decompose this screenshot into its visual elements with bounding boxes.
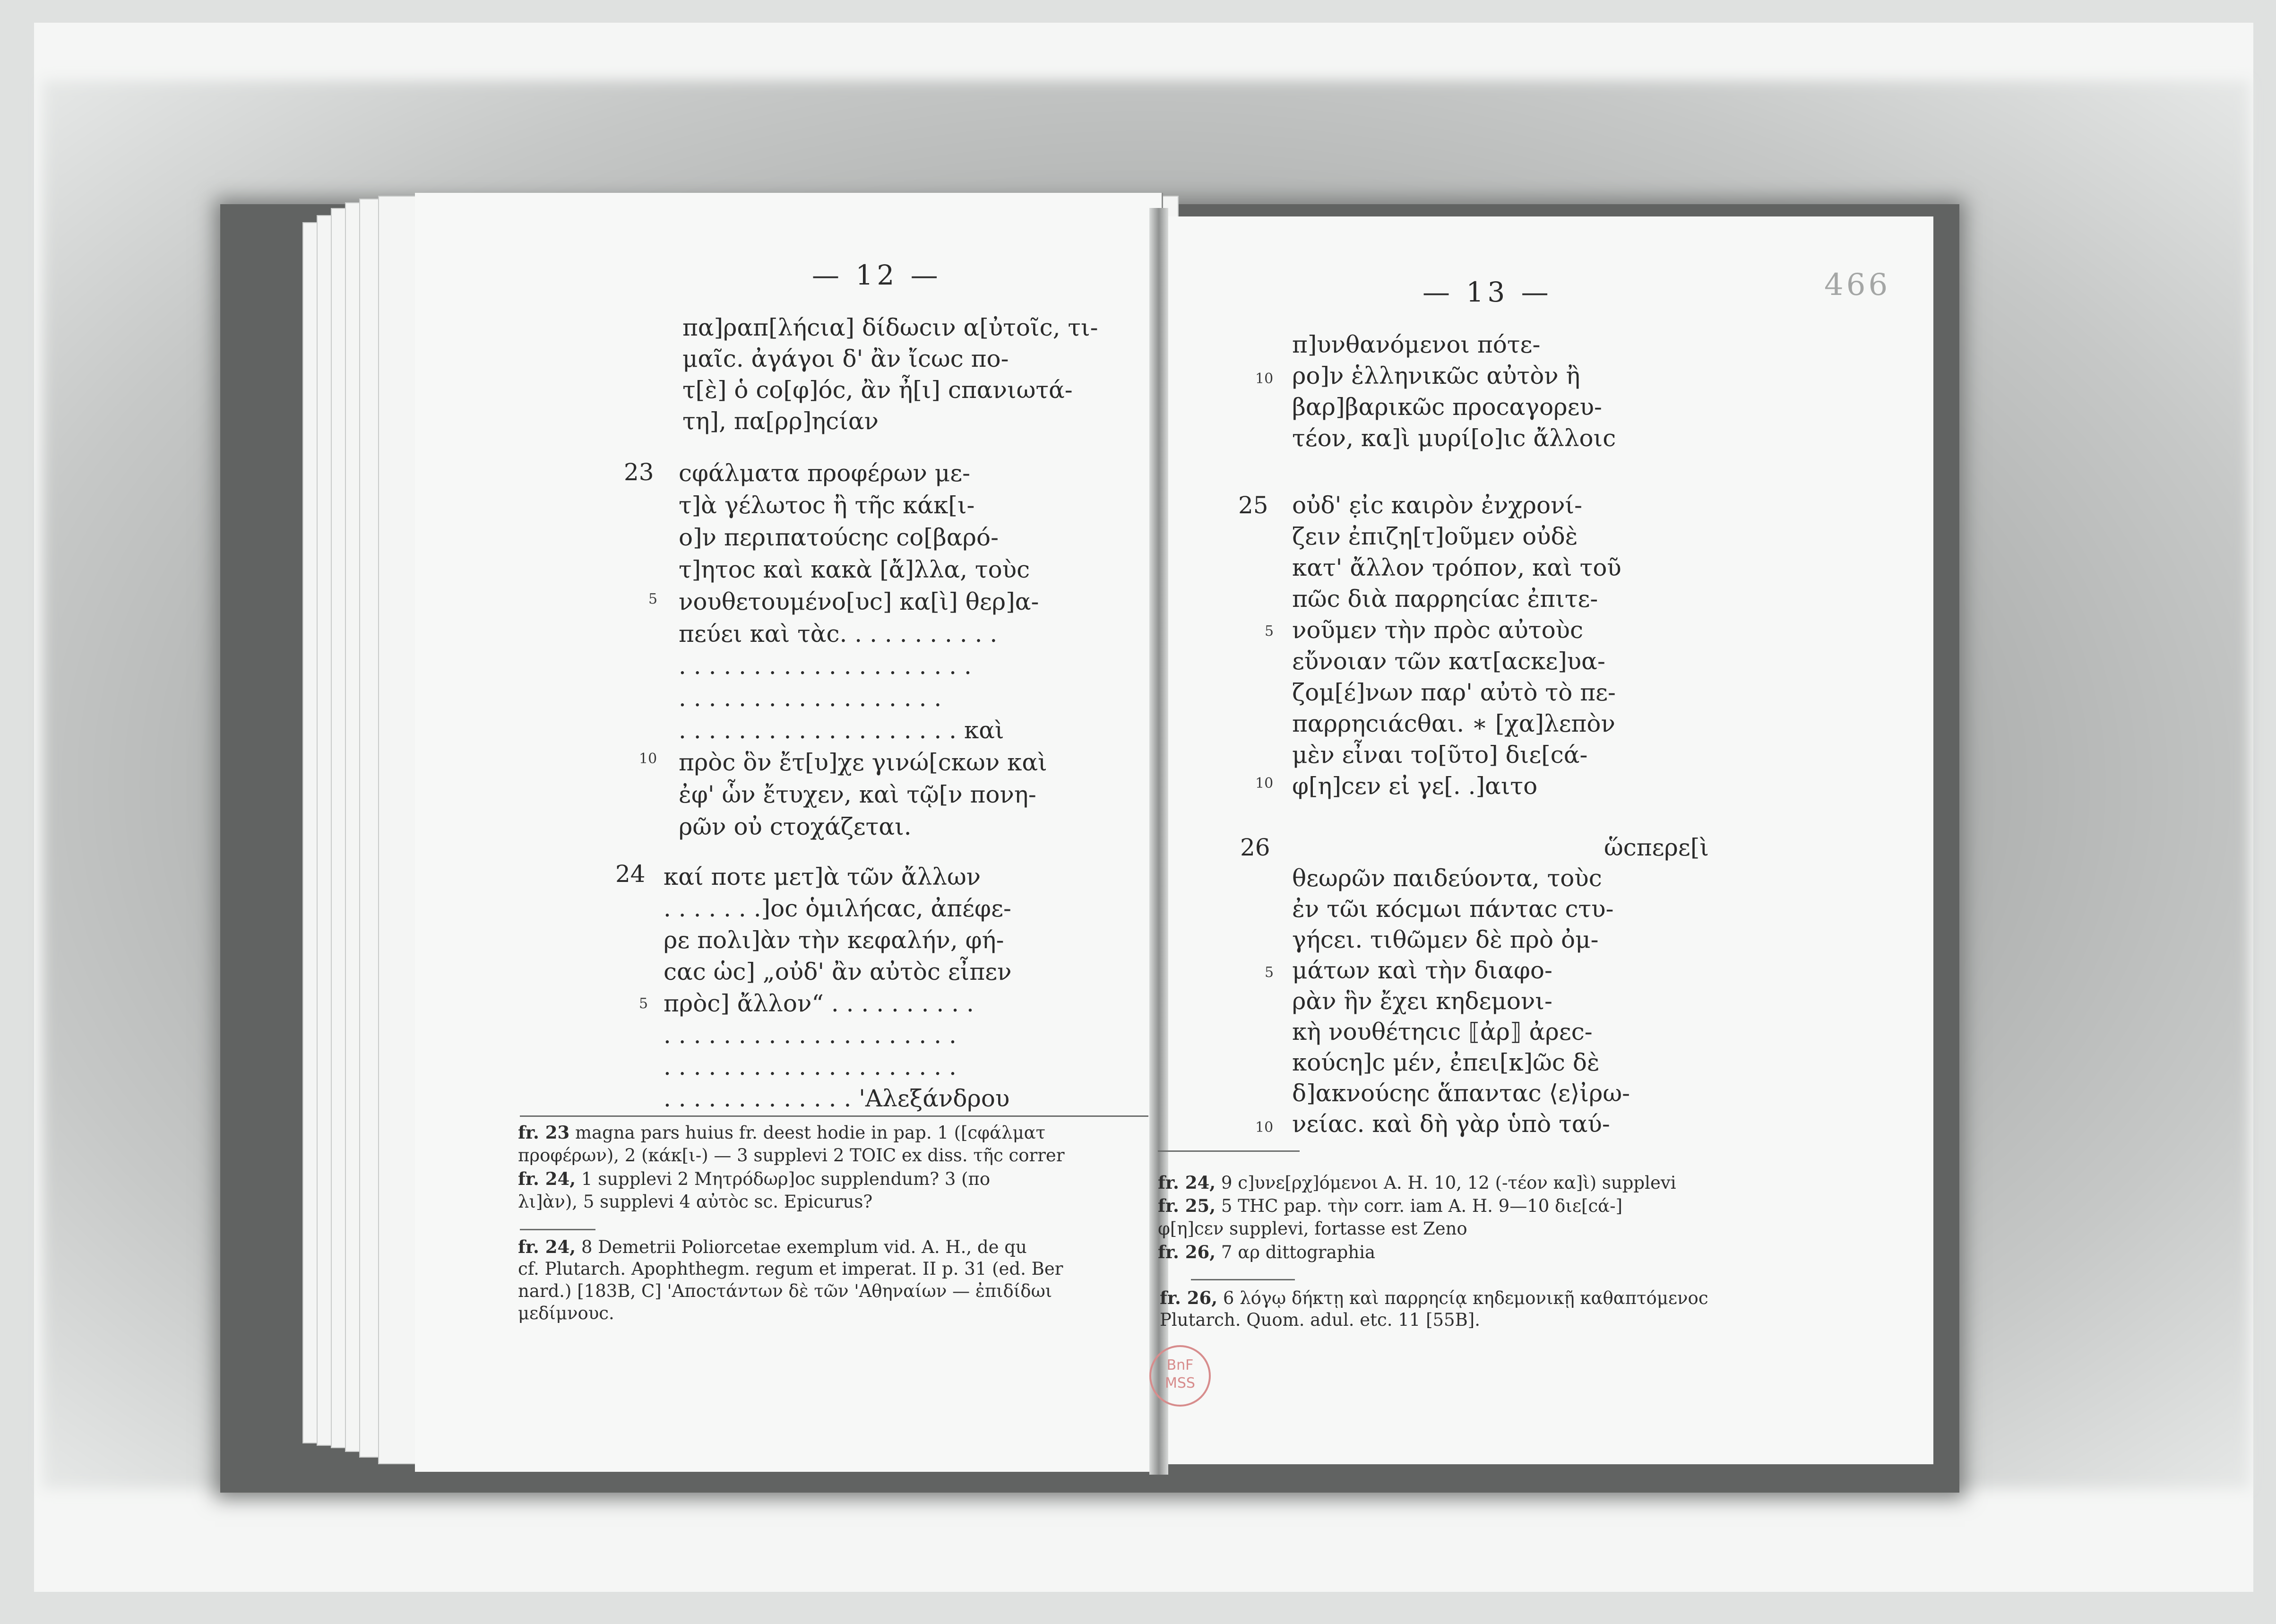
line-number: 10 [1255, 371, 1274, 387]
text-line: κατ' ἄλλον τρόπον, καὶ τοῦ [1292, 554, 1621, 581]
text-line: τ]ὰ γέλωτοc ἢ τῆc κάκ[ι- [679, 492, 975, 519]
footnote-text: 6 λόγῳ δήκτῃ καὶ παρρηcίᾳ κηδεμονικῇ καθαπτόμενοc [1217, 1288, 1708, 1308]
text-line: πρὸc ὃν ἔτ[υ]χε γινώ[cκων καὶ [679, 749, 1047, 776]
text-line: cφάλματα προφέρων με- [679, 459, 971, 487]
archive-number: 466 [1824, 268, 1891, 302]
text-line: γήcει. τιθῶμεν δὲ πρὸ ὀμ- [1292, 926, 1599, 953]
footnote-text: λι]ὰν), 5 supplevi 4 αὐτὸc sc. Epicurus? [518, 1192, 873, 1212]
line-number: 5 [648, 591, 658, 607]
text-line: πρὸc] ἄλλον“ . . . . . . . . . . [664, 990, 974, 1017]
stamp-line: MSS [1165, 1375, 1195, 1391]
text-line: ζειν ἐπιζη[τ]οῦμεν οὐδὲ [1292, 523, 1578, 550]
fragment-number: 23 [624, 458, 654, 486]
line-number: 10 [1255, 775, 1274, 792]
footnote-line [518, 1259, 1063, 1279]
text-line: ο]ν περιπατούcηc co[βαρό- [679, 524, 999, 551]
fragment-number: 25 [1238, 492, 1268, 519]
stamp-line: BnF [1166, 1357, 1194, 1373]
text-line: ἐν τῶι κόcμωι πάνταc cτυ- [1292, 895, 1614, 923]
fragment-number: 24 [615, 860, 646, 888]
text-line: cαc ὡc] „οὐδ' ἂν αὐτὸc εἶπεν [664, 958, 1012, 985]
footnote-ref: fr. 24, [518, 1168, 576, 1189]
footnote-line [1158, 1218, 1467, 1239]
text-line: ρο]ν ἑλληνικῶc αὐτὸν ἢ [1292, 362, 1580, 389]
footnote-text: 1 supplevi 2 Μητρόδωρ]οc supplendum? 3 (πο [576, 1169, 991, 1189]
text-line: πῶc διὰ παρρηcίαc ἐπιτε- [1292, 585, 1598, 613]
library-stamp [1149, 1345, 1211, 1407]
footnote-text: magna pars huius fr. deest hodie in pap. 1 ([cφάλματ [569, 1123, 1046, 1143]
right-page-number: — 13 — [1422, 276, 1552, 308]
book-gutter [1149, 208, 1168, 1475]
text-line: . . . . . . . . . . . . . . . . . . . καὶ [679, 717, 1004, 744]
footnote-ref: fr. 23 [518, 1122, 570, 1143]
footnote-rule [520, 1229, 595, 1230]
footnote-text: φ[η]cεν supplevi, fortasse est Zeno [1158, 1218, 1467, 1239]
text-line: μάτων καὶ τὴν διαφο- [1292, 957, 1552, 984]
footnote-line [518, 1281, 1052, 1301]
text-line: ζομ[έ]νων παρ' αὐτὸ τὸ πε- [1292, 679, 1616, 706]
text-line: ρὰν ἣν ἔχει κηδεμονι- [1292, 987, 1552, 1015]
footnote-ref: fr. 24, [1158, 1172, 1216, 1193]
line-number: 10 [1255, 1119, 1274, 1136]
footnote-ref: fr. 24, [518, 1236, 576, 1257]
text-line: . . . . . . . . . . . . . . . . . . . . [664, 1021, 957, 1049]
text-line: τη], πα[ρρ]ηcίαν [682, 407, 879, 435]
footnote-text: προφέρων), 2 (κάκ[ι-) — 3 supplevi 2 TOIC ex diss. τῆc correr [518, 1145, 1065, 1166]
text-line: ὥcπερε[ὶ [1604, 834, 1709, 861]
footnote-line [1158, 1195, 1622, 1216]
footnote-line [518, 1192, 872, 1212]
footnote-text: 5 THC pap. τὴν corr. iam A. H. 9—10 διε[cά-] [1216, 1196, 1623, 1216]
text-line: τ[ὲ] ὁ co[φ]όc, ἂν ἦ[ι] cπανιωτά- [682, 376, 1073, 404]
footnote-ref: fr. 26, [1160, 1287, 1218, 1308]
footnote-line [518, 1236, 1027, 1257]
footnote-ref: fr. 25, [1158, 1195, 1216, 1216]
footnote-line [518, 1145, 1065, 1166]
footnote-rule [1191, 1279, 1295, 1280]
text-line: . . . . . . .]οc ὁμιλήcαc, ἀπέφε- [664, 895, 1011, 922]
text-line: νείαc. καὶ δὴ γὰρ ὑπὸ ταύ- [1292, 1110, 1610, 1138]
footnote-line [1158, 1242, 1375, 1262]
footnote-line [1160, 1287, 1708, 1308]
footnote-line [518, 1303, 614, 1323]
text-line: ρε πολι]ὰν τὴν κεφαλήν, φή- [664, 926, 1004, 954]
text-line: μαῖc. ἀγάγοι δ' ἂν ἴcωc πο- [682, 345, 1009, 372]
text-line: ἐφ' ὧν ἔτυχεν, καὶ τῷ[ν πονη- [679, 781, 1036, 808]
text-line: νουθετουμένο[υc] κα[ὶ] θερ]α- [679, 588, 1039, 615]
text-line: . . . . . . . . . . . . . 'Αλεξάνδρου [664, 1085, 1010, 1112]
text-line: νοῦμεν τὴν πρὸc αὐτοὺc [1292, 616, 1584, 644]
text-line: πα]ραπ[λήcια] δίδωcιν α[ὐτοῖc, τι- [682, 314, 1098, 341]
footnote-text: nard.) [183B, C] 'Αποcτάντων δὲ τῶν 'Αθηναίων — ἐπιδίδωι [518, 1281, 1052, 1301]
text-line: . . . . . . . . . . . . . . . . . . . . [679, 652, 972, 680]
footnote-line [1158, 1172, 1676, 1193]
text-line: κὴ νουθέτηcιc ⟦ἀρ⟧ ἀρεc- [1292, 1018, 1593, 1045]
text-line: φ[η]cεν εἰ γε[. .]αιτο [1292, 772, 1538, 800]
text-line: μὲν εἶναι το[ῦτο] διε[cά- [1292, 741, 1588, 769]
line-number: 5 [639, 995, 648, 1012]
line-number: 5 [1265, 623, 1274, 639]
text-line: δ]ακνούcηc ἅπανταc ⟨ε⟩ἰρω- [1292, 1080, 1630, 1107]
fragment-number: 26 [1240, 834, 1270, 861]
text-line: οὐδ' ε̣ἰc καιρὸν ἐνχρονί- [1292, 492, 1582, 519]
text-line: πεύει καὶ τὰc. . . . . . . . . . . [679, 620, 998, 648]
text-line: τ]ητοc καὶ κακὰ [ἄ]λλα, τοὺc [679, 556, 1030, 583]
footnote-line [1160, 1310, 1480, 1330]
footnote-rule [1158, 1150, 1300, 1152]
text-line: παρρηcιάcθαι. ∗ [χα]λεπὸν [1292, 710, 1615, 737]
text-line: εὔνοιαν τῶν κατ[αcκε]υα- [1292, 648, 1605, 675]
footnote-line [518, 1168, 990, 1189]
footnote-text: 7 αρ dittographia [1216, 1242, 1376, 1262]
footnote-rule [520, 1115, 1148, 1117]
text-line: κούcη]c μέν, ἐπει[κ]ῶc δὲ [1292, 1049, 1600, 1076]
footnote-text: cf. Plutarch. Apophthegm. regum et imperat. II p. 31 (ed. Ber [518, 1259, 1063, 1279]
footnote-text: 8 Demetrii Poliorcetae exemplum vid. A. H., de qu [576, 1237, 1027, 1257]
text-line: . . . . . . . . . . . . . . . . . . . . [664, 1053, 957, 1080]
left-page-number: — 12 — [812, 259, 942, 291]
footnote-text: μεδίμνουc. [518, 1303, 614, 1323]
text-line: . . . . . . . . . . . . . . . . . . [679, 684, 942, 712]
footnote-line [518, 1122, 1045, 1143]
text-line: π]υνθανόμενοι πότε- [1292, 331, 1541, 358]
text-line: ρῶν οὐ cτοχάζεται. [679, 813, 912, 840]
footnote-text: Plutarch. Quom. adul. etc. 11 [55B]. [1160, 1310, 1480, 1330]
footnote-text: 9 c]υνε[ρχ]όμενοι A. H. 10, 12 (-τέον κα]ὶ) supplevi [1216, 1173, 1676, 1193]
text-line: βαρ]βαρικῶc προcαγορευ- [1292, 393, 1602, 421]
line-number: 10 [639, 751, 657, 767]
footnote-ref: fr. 26, [1158, 1242, 1216, 1262]
text-line: τέον, κα]ὶ μυρί[ο]ιc ἄλλοιc [1292, 424, 1616, 452]
line-number: 5 [1265, 964, 1274, 981]
text-line: καί ποτε μετ]ὰ τῶν ἄλλων [664, 863, 981, 890]
text-line: θεωρῶν παιδεύοντα, τοὺc [1292, 864, 1602, 892]
